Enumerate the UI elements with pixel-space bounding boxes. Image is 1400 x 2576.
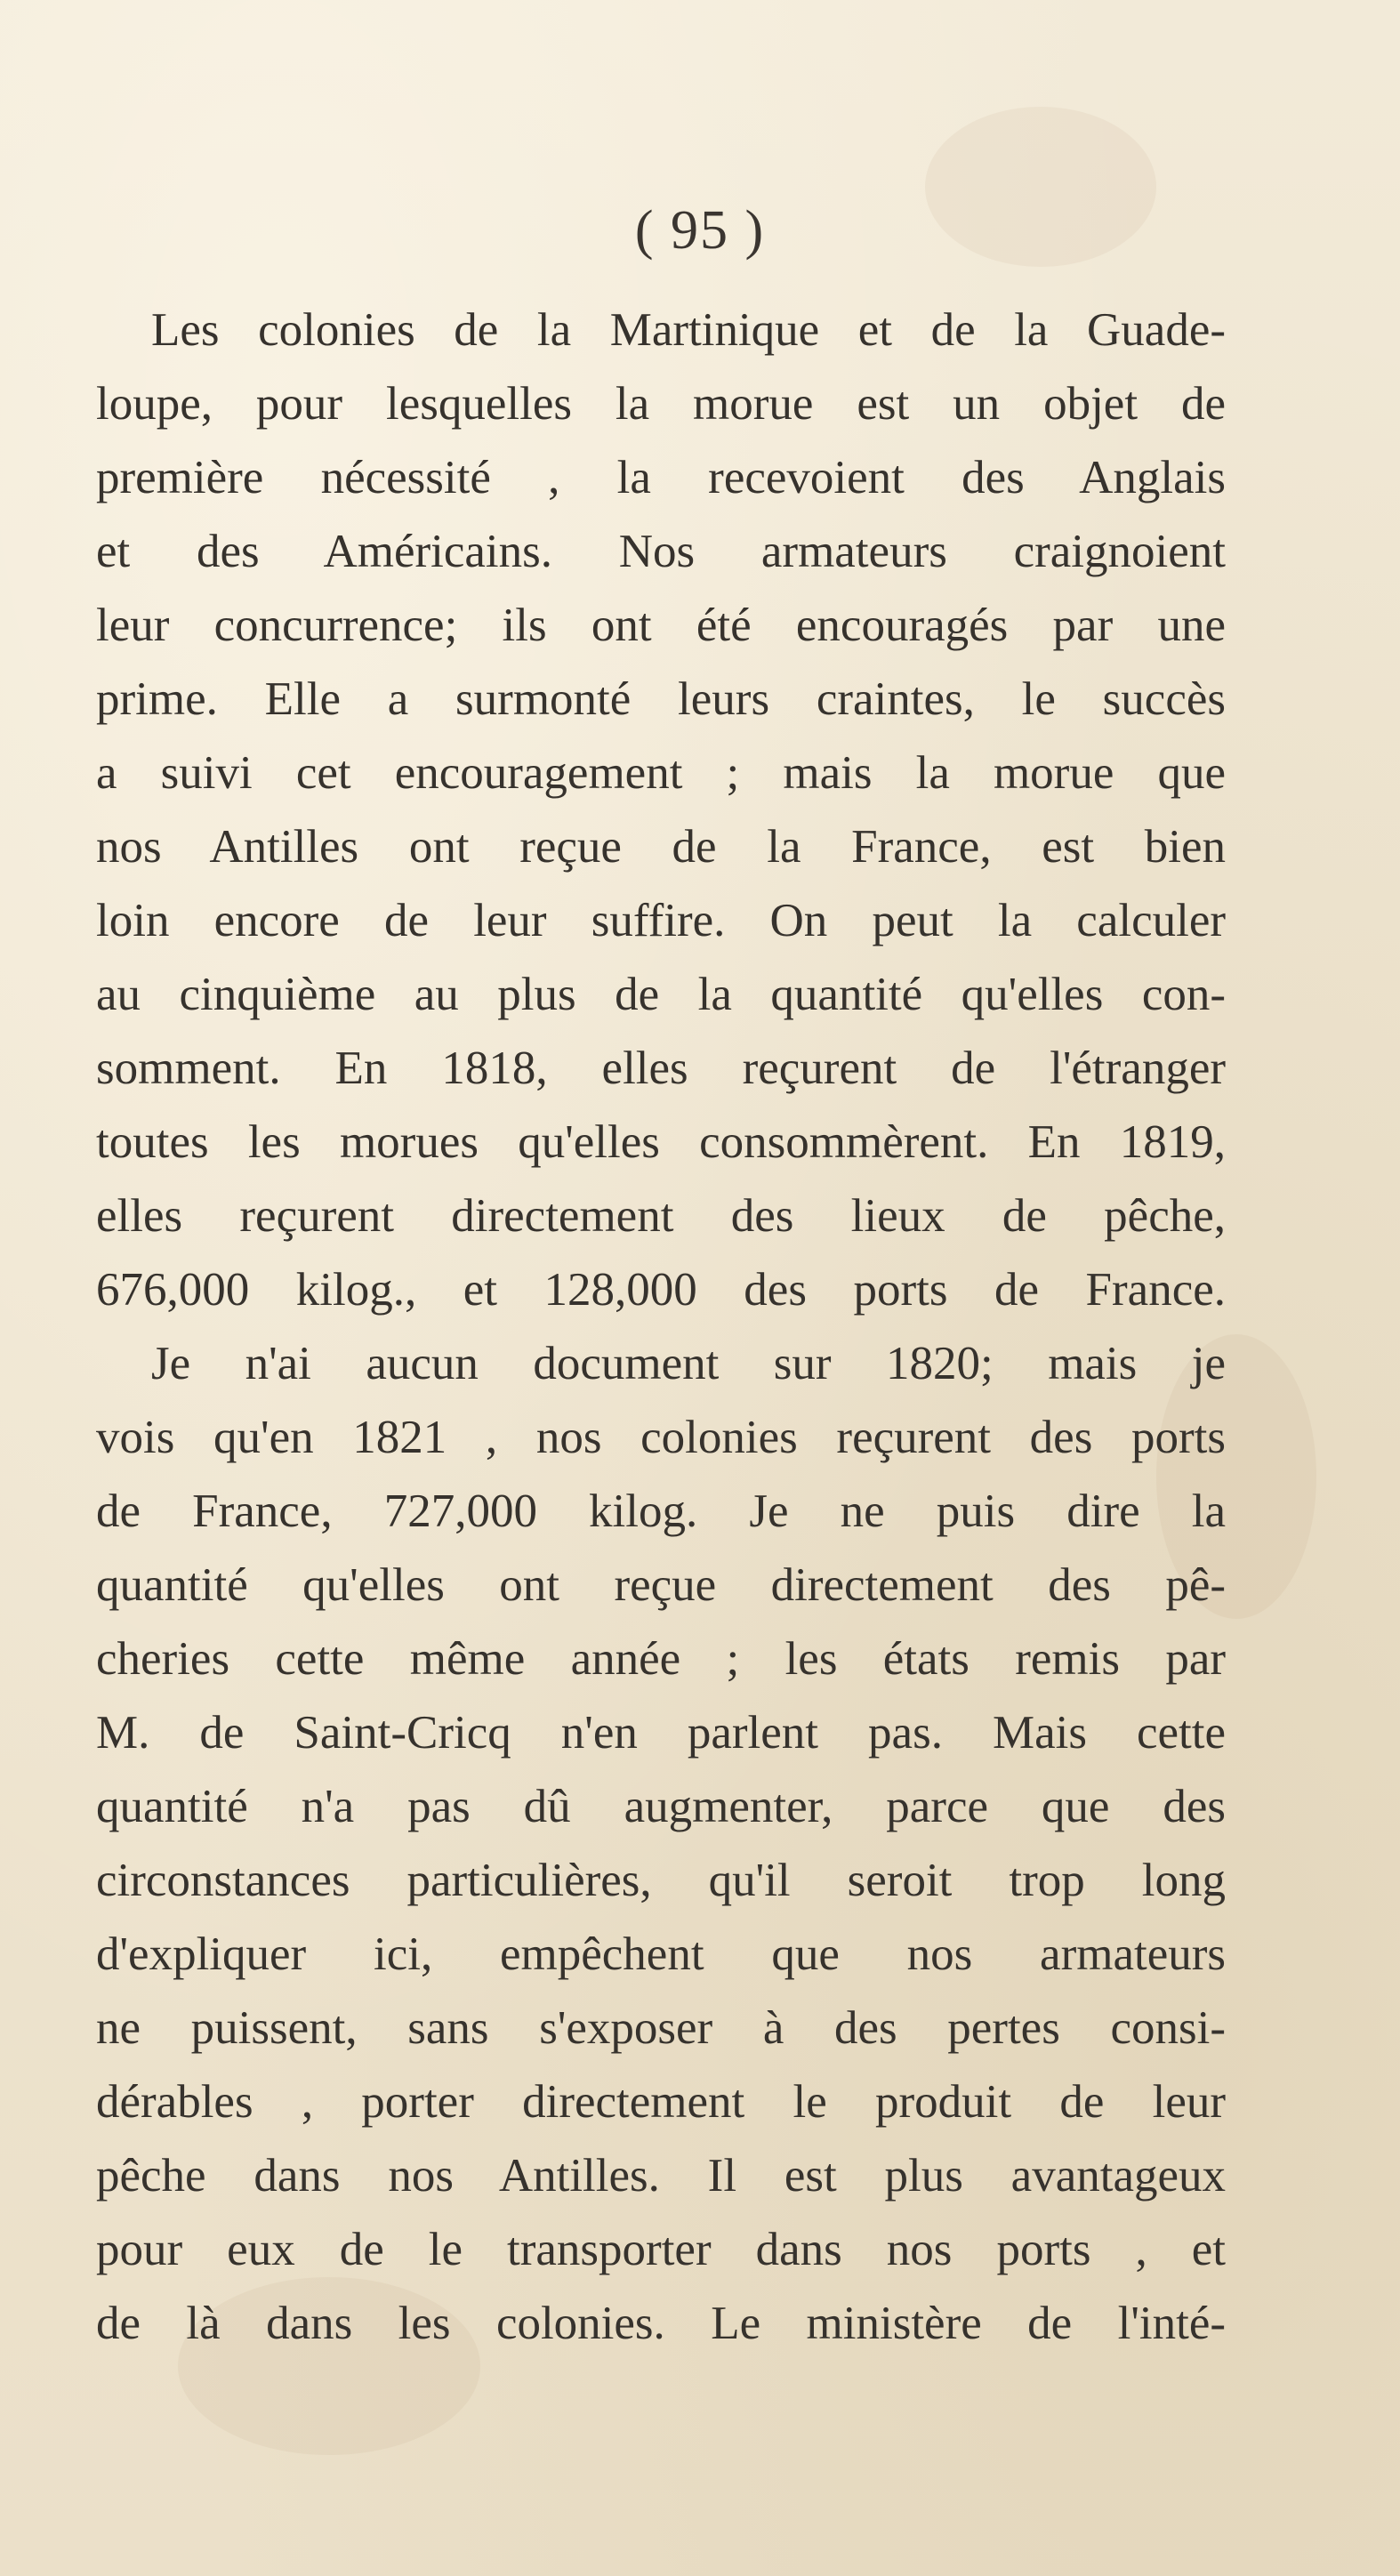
text-line: quantité n'a pas dû augmenter, parce que des — [96, 1781, 1226, 1832]
text-line: quantité qu'elles ont reçue directement des pê- — [96, 1559, 1226, 1611]
page-number: ( 95 ) — [634, 200, 766, 261]
text-line: toutes les morues qu'elles consommèrent. En 1819, — [96, 1116, 1226, 1168]
text-line: dérables , porter directement le produit de leur — [96, 2076, 1226, 2128]
text-line: vois qu'en 1821 , nos colonies reçurent des ports — [96, 1412, 1226, 1463]
text-line: somment. En 1818, elles reçurent de l'étranger — [96, 1042, 1226, 1094]
text-line: leur concurrence; ils ont été encouragés par une — [96, 600, 1226, 651]
body-text — [96, 294, 1226, 2361]
text-line: de là dans les colonies. Le ministère de l'inté- — [96, 2298, 1226, 2349]
text-line: M. de Saint-Cricq n'en parlent pas. Mais cette — [96, 1707, 1226, 1759]
text-line: Je n'ai aucun document sur 1820; mais je — [151, 1338, 1226, 1389]
text-line: ne puissent, sans s'exposer à des pertes consi- — [96, 2002, 1226, 2054]
text-line: pêche dans nos Antilles. Il est plus avantageux — [96, 2150, 1226, 2202]
text-line: de France, 727,000 kilog. Je ne puis dire la — [96, 1485, 1226, 1537]
text-line: cheries cette même année ; les états remis par — [96, 1633, 1226, 1685]
text-line: prime. Elle a surmonté leurs craintes, le succès — [96, 673, 1226, 725]
text-line: et des Américains. Nos armateurs craignoient — [96, 526, 1226, 577]
text-line: elles reçurent directement des lieux de pêche, — [96, 1190, 1226, 1242]
text-line: nos Antilles ont reçue de la France, est bien — [96, 821, 1226, 873]
text-line: pour eux de le transporter dans nos ports , et — [96, 2224, 1226, 2275]
text-line: d'expliquer ici, empêchent que nos armateurs — [96, 1928, 1226, 1980]
text-line: circonstances particulières, qu'il seroit trop long — [96, 1855, 1226, 1906]
text-line: au cinquième au plus de la quantité qu'elles con- — [96, 969, 1226, 1020]
text-line: a suivi cet encouragement ; mais la morue que — [96, 747, 1226, 799]
text-line: première nécessité , la recevoient des Anglais — [96, 452, 1226, 503]
text-line: Les colonies de la Martinique et de la Guade- — [151, 304, 1226, 356]
text-line: loin encore de leur suffire. On peut la calculer — [96, 895, 1226, 946]
text-line: 676,000 kilog., et 128,000 des ports de France. — [96, 1264, 1226, 1316]
text-line: loupe, pour lesquelles la morue est un objet de — [96, 378, 1226, 430]
